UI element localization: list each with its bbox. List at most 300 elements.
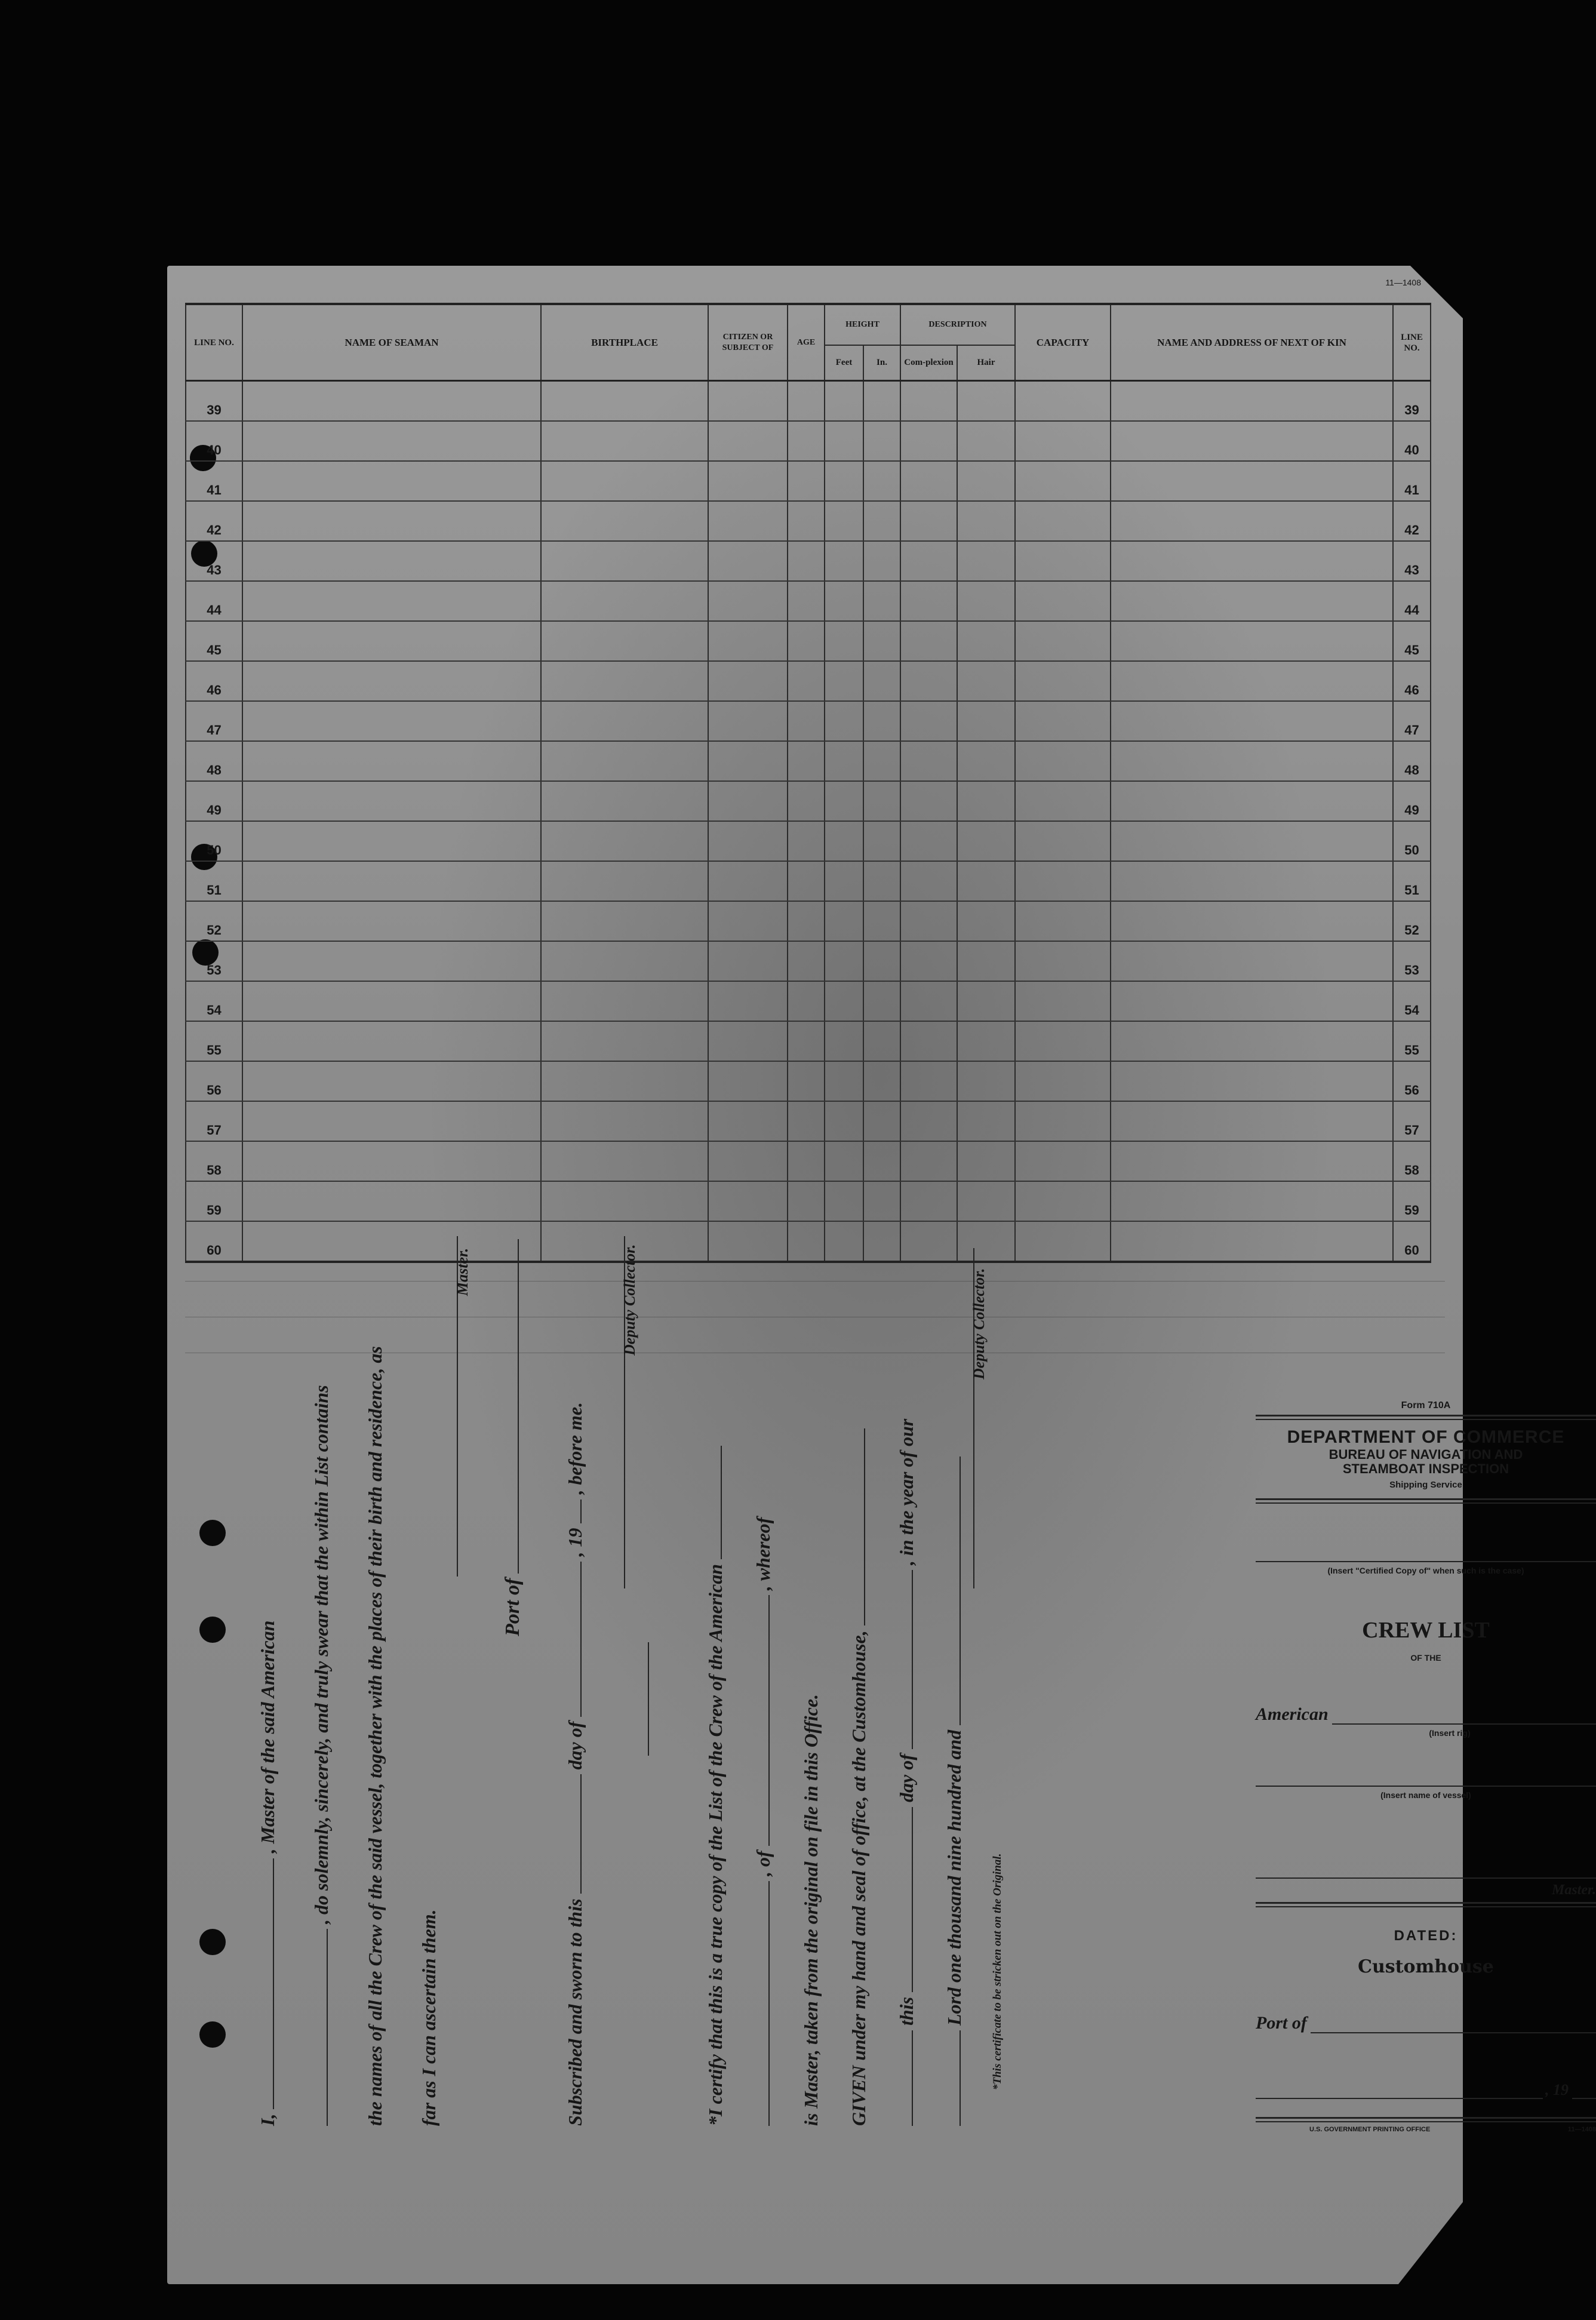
citizen-cell — [708, 861, 788, 901]
next-of-kin-cell — [1111, 621, 1393, 661]
line-number-left: 57 — [186, 1101, 242, 1141]
inches-cell — [863, 901, 900, 941]
hair-cell — [957, 981, 1015, 1021]
feet-cell — [825, 901, 863, 941]
table-row — [186, 541, 1431, 581]
table-row — [186, 901, 1431, 941]
certify-line-1: *I certify that this is a true copy of the List of the Crew of the American — [705, 1446, 727, 2126]
header-inches: In. — [863, 345, 900, 381]
line-number-right: 44 — [1393, 581, 1431, 621]
table-row — [186, 621, 1431, 661]
line-number-right: 53 — [1393, 941, 1431, 981]
age-cell — [788, 461, 825, 501]
capacity-cell — [1015, 1101, 1111, 1141]
complexion-cell — [900, 901, 957, 941]
hair-cell — [957, 541, 1015, 581]
feet-cell — [825, 621, 863, 661]
age-cell — [788, 781, 825, 821]
age-cell — [788, 621, 825, 661]
next-of-kin-cell — [1111, 381, 1393, 422]
oath-line-1b: , Master of the said American — [257, 1620, 278, 1854]
name-of-seaman-cell — [242, 661, 541, 701]
birthplace-cell — [541, 661, 708, 701]
hair-cell — [957, 461, 1015, 501]
next-of-kin-cell — [1111, 541, 1393, 581]
header-feet: Feet — [825, 345, 863, 381]
cover-master-label: Master. — [1551, 1882, 1596, 1898]
citizen-cell — [708, 781, 788, 821]
age-cell — [788, 661, 825, 701]
birthplace-cell — [541, 541, 708, 581]
next-of-kin-cell — [1111, 821, 1393, 861]
oath-line-1: I, — [257, 2113, 278, 2126]
certify-line-3: is Master, taken from the original on file in this Office. — [800, 1694, 822, 2126]
line-number-left: 46 — [186, 661, 242, 701]
line-number-left: 56 — [186, 1061, 242, 1101]
citizen-cell — [708, 901, 788, 941]
feet-cell — [825, 941, 863, 981]
citizen-cell — [708, 981, 788, 1021]
age-cell — [788, 1021, 825, 1061]
nineteen-label: , 19 — [564, 1528, 586, 1557]
table-row — [186, 821, 1431, 861]
citizen-cell — [708, 381, 788, 422]
feet-cell — [825, 1061, 863, 1101]
next-of-kin-cell — [1111, 701, 1393, 741]
line-number-left: 48 — [186, 741, 242, 781]
age-cell — [788, 541, 825, 581]
birthplace-cell — [541, 501, 708, 541]
hair-cell — [957, 741, 1015, 781]
oath-line-4: far as I can ascertain them. — [418, 1909, 439, 2126]
capacity-cell — [1015, 821, 1111, 861]
next-of-kin-cell — [1111, 901, 1393, 941]
name-of-seaman-cell — [242, 581, 541, 621]
complexion-cell — [900, 661, 957, 701]
header-birthplace: BIRTHPLACE — [541, 304, 708, 381]
american-label: American — [1256, 1704, 1329, 1724]
name-of-seaman-cell — [242, 701, 541, 741]
line-number-right: 52 — [1393, 901, 1431, 941]
cover-nineteen-label: , 19 — [1545, 2081, 1569, 2098]
line-number-right: 40 — [1393, 421, 1431, 461]
hair-cell — [957, 1061, 1015, 1101]
feet-cell — [825, 381, 863, 422]
name-of-seaman-cell — [242, 621, 541, 661]
feet-cell — [825, 981, 863, 1021]
deputy-collector-label-2: Deputy Collector. — [970, 1268, 988, 1379]
name-of-seaman-cell — [242, 421, 541, 461]
name-of-seaman-cell — [242, 501, 541, 541]
birthplace-cell — [541, 821, 708, 861]
department-heading: DEPARTMENT OF COMMERCE — [1287, 1427, 1565, 1447]
citizen-cell — [708, 541, 788, 581]
birthplace-cell — [541, 581, 708, 621]
birthplace-cell — [541, 741, 708, 781]
bureau-heading: BUREAU OF NAVIGATION AND STEAMBOAT INSPECTION — [1329, 1447, 1523, 1476]
feet-cell — [825, 421, 863, 461]
age-cell — [788, 501, 825, 541]
table-row — [186, 1061, 1431, 1101]
age-cell — [788, 741, 825, 781]
complexion-cell — [900, 821, 957, 861]
table-row — [186, 381, 1431, 422]
folded-corner-bottom — [1398, 2201, 1464, 2284]
birthplace-cell — [541, 461, 708, 501]
line-number-left: 42 — [186, 501, 242, 541]
complexion-cell — [900, 941, 957, 981]
line-number-left: 45 — [186, 621, 242, 661]
capacity-cell — [1015, 581, 1111, 621]
line-number-right: 43 — [1393, 541, 1431, 581]
complexion-cell — [900, 621, 957, 661]
feet-cell — [825, 661, 863, 701]
line-number-left: 53 — [186, 941, 242, 981]
next-of-kin-cell — [1111, 941, 1393, 981]
line-number-right: 47 — [1393, 701, 1431, 741]
capacity-cell — [1015, 621, 1111, 661]
line-number-right: 46 — [1393, 661, 1431, 701]
next-of-kin-cell — [1111, 1141, 1393, 1181]
age-cell — [788, 581, 825, 621]
line-number-right: 42 — [1393, 501, 1431, 541]
citizen-cell — [708, 461, 788, 501]
line-number-right: 41 — [1393, 461, 1431, 501]
form-number: Form 710A — [1401, 1400, 1451, 1411]
binder-hole — [199, 1929, 226, 1955]
inches-cell — [863, 941, 900, 981]
inches-cell — [863, 1061, 900, 1101]
hair-cell — [957, 941, 1015, 981]
age-cell — [788, 821, 825, 861]
next-of-kin-cell — [1111, 501, 1393, 541]
line-number-left: 44 — [186, 581, 242, 621]
form-number-top: 11—1408 — [1385, 278, 1421, 287]
capacity-cell — [1015, 1061, 1111, 1101]
line-number-right: 49 — [1393, 781, 1431, 821]
line-number-right: 51 — [1393, 861, 1431, 901]
next-of-kin-cell — [1111, 421, 1393, 461]
capacity-cell — [1015, 941, 1111, 981]
feet-cell — [825, 501, 863, 541]
line-number-left: 55 — [186, 1021, 242, 1061]
birthplace-cell — [541, 781, 708, 821]
inches-cell — [863, 541, 900, 581]
header-age: AGE — [788, 304, 825, 381]
name-of-seaman-cell — [242, 901, 541, 941]
line-number-right: 45 — [1393, 621, 1431, 661]
crew-list-sheet — [167, 266, 1596, 2284]
table-row — [186, 1021, 1431, 1061]
capacity-cell — [1015, 981, 1111, 1021]
inches-cell — [863, 701, 900, 741]
age-cell — [788, 381, 825, 422]
capacity-cell — [1015, 461, 1111, 501]
capacity-cell — [1015, 701, 1111, 741]
line-number-right: 58 — [1393, 1141, 1431, 1181]
next-of-kin-cell — [1111, 1221, 1393, 1262]
complexion-cell — [900, 781, 957, 821]
capacity-cell — [1015, 381, 1111, 422]
line-number-left: 50 — [186, 821, 242, 861]
complexion-cell — [900, 1021, 957, 1061]
given-line-2b: day of — [896, 1754, 917, 1802]
complexion-cell — [900, 741, 957, 781]
age-cell — [788, 701, 825, 741]
citizen-cell — [708, 501, 788, 541]
line-number-right: 59 — [1393, 1181, 1431, 1221]
day-of-label: day of — [564, 1721, 586, 1770]
birthplace-cell — [541, 981, 708, 1021]
oath-line-3: the names of all the Crew of the said vessel, together with the places of their birth and residence, as — [364, 1346, 386, 2126]
name-of-seaman-cell — [242, 981, 541, 1021]
citizen-cell — [708, 941, 788, 981]
complexion-cell — [900, 381, 957, 422]
port-of-label: Port of — [502, 1578, 524, 1636]
line-number-left: 60 — [186, 1221, 242, 1262]
age-cell — [788, 421, 825, 461]
line-number-right: 39 — [1393, 381, 1431, 422]
feet-cell — [825, 461, 863, 501]
header-height: HEIGHT — [825, 304, 900, 345]
inches-cell — [863, 981, 900, 1021]
insert-certified-copy: (Insert "Certified Copy of" when such is the case) — [1327, 1566, 1524, 1575]
line-number-right: 60 — [1393, 1221, 1431, 1262]
age-cell — [788, 941, 825, 981]
hair-cell — [957, 781, 1015, 821]
given-line-2: this — [896, 1996, 917, 2026]
capacity-cell — [1015, 661, 1111, 701]
service-heading: Shipping Service — [1389, 1480, 1462, 1490]
name-of-seaman-cell — [242, 861, 541, 901]
insert-rig: (Insert rig) — [1429, 1728, 1471, 1738]
line-number-right: 50 — [1393, 821, 1431, 861]
header-line-no-right: LINE NO. — [1393, 304, 1431, 381]
birthplace-cell — [541, 861, 708, 901]
table-row — [186, 461, 1431, 501]
hair-cell — [957, 701, 1015, 741]
line-number-left: 59 — [186, 1181, 242, 1221]
inches-cell — [863, 461, 900, 501]
hair-cell — [957, 821, 1015, 861]
next-of-kin-cell — [1111, 1101, 1393, 1141]
capacity-cell — [1015, 1141, 1111, 1181]
of-the-label: OF THE — [1410, 1653, 1441, 1663]
next-of-kin-cell — [1111, 741, 1393, 781]
inches-cell — [863, 621, 900, 661]
complexion-cell — [900, 461, 957, 501]
table-row — [186, 981, 1431, 1021]
next-of-kin-cell — [1111, 581, 1393, 621]
subscribed-label: Subscribed and sworn to this — [564, 1898, 586, 2126]
name-of-seaman-cell — [242, 941, 541, 981]
capacity-cell — [1015, 1221, 1111, 1262]
hair-cell — [957, 621, 1015, 661]
citizen-cell — [708, 821, 788, 861]
line-number-right: 54 — [1393, 981, 1431, 1021]
binder-hole — [199, 2021, 226, 2048]
name-of-seaman-cell — [242, 821, 541, 861]
certify-line-2: , of — [752, 1851, 774, 1876]
citizen-cell — [708, 581, 788, 621]
inches-cell — [863, 741, 900, 781]
cover-port-of-label: Port of — [1256, 2013, 1307, 2033]
inches-cell — [863, 501, 900, 541]
line-number-right: 55 — [1393, 1021, 1431, 1061]
table-row — [186, 701, 1431, 741]
citizen-cell — [708, 621, 788, 661]
table-row — [186, 741, 1431, 781]
certificate-block — [227, 1117, 1009, 2126]
line-number-left: 41 — [186, 461, 242, 501]
citizen-cell — [708, 661, 788, 701]
line-number-left: 40 — [186, 421, 242, 461]
capacity-cell — [1015, 901, 1111, 941]
line-number-left: 39 — [186, 381, 242, 422]
next-of-kin-cell — [1111, 461, 1393, 501]
feet-cell — [825, 781, 863, 821]
citizen-cell — [708, 741, 788, 781]
footnote: *This certificate to be stricken out on the Original. — [991, 1853, 1004, 2090]
oath-line-2: , do solemnly, sincerely, and truly swear that the within List contains — [310, 1385, 332, 1924]
binder-hole — [199, 1520, 226, 1546]
table-row — [186, 581, 1431, 621]
capacity-cell — [1015, 861, 1111, 901]
before-me-label: , before me. — [564, 1402, 586, 1495]
hair-cell — [957, 661, 1015, 701]
gpo-imprint: U.S. GOVERNMENT PRINTING OFFICE — [1309, 2126, 1431, 2133]
line-number-left: 54 — [186, 981, 242, 1021]
table-row — [186, 501, 1431, 541]
next-of-kin-cell — [1111, 861, 1393, 901]
feet-cell — [825, 1021, 863, 1061]
inches-cell — [863, 821, 900, 861]
inches-cell — [863, 581, 900, 621]
header-citizen: CITIZEN OR SUBJECT OF — [708, 304, 788, 381]
line-number-left: 43 — [186, 541, 242, 581]
feet-cell — [825, 861, 863, 901]
citizen-cell — [708, 1021, 788, 1061]
capacity-cell — [1015, 421, 1111, 461]
name-of-seaman-cell — [242, 781, 541, 821]
table-row — [186, 661, 1431, 701]
line-number-left: 51 — [186, 861, 242, 901]
header-next-of-kin: NAME AND ADDRESS OF NEXT OF KIN — [1111, 304, 1393, 381]
line-number-right: 48 — [1393, 741, 1431, 781]
next-of-kin-cell — [1111, 661, 1393, 701]
inches-cell — [863, 381, 900, 422]
birthplace-cell — [541, 621, 708, 661]
feet-cell — [825, 541, 863, 581]
insert-vessel-name: (Insert name of vessel) — [1380, 1790, 1471, 1800]
birthplace-cell — [541, 421, 708, 461]
name-of-seaman-cell — [242, 741, 541, 781]
next-of-kin-cell — [1111, 1181, 1393, 1221]
next-of-kin-cell — [1111, 781, 1393, 821]
feet-cell — [825, 581, 863, 621]
capacity-cell — [1015, 741, 1111, 781]
header-description: DESCRIPTION — [900, 304, 1015, 345]
header-hair: Hair — [957, 345, 1015, 381]
header-complexion: Com-plexion — [900, 345, 957, 381]
next-of-kin-cell — [1111, 1061, 1393, 1101]
next-of-kin-cell — [1111, 1021, 1393, 1061]
line-number-right: 56 — [1393, 1061, 1431, 1101]
capacity-cell — [1015, 781, 1111, 821]
complexion-cell — [900, 421, 957, 461]
hair-cell — [957, 381, 1015, 422]
age-cell — [788, 1061, 825, 1101]
complexion-cell — [900, 541, 957, 581]
given-line-2c: , in the year of our — [896, 1418, 917, 1566]
table-row — [186, 861, 1431, 901]
citizen-cell — [708, 421, 788, 461]
hair-cell — [957, 901, 1015, 941]
cover-form-code: 11—1408 — [1567, 2126, 1596, 2133]
feet-cell — [825, 741, 863, 781]
hair-cell — [957, 1021, 1015, 1061]
line-number-left: 58 — [186, 1141, 242, 1181]
birthplace-cell — [541, 381, 708, 422]
table-row — [186, 781, 1431, 821]
feet-cell — [825, 821, 863, 861]
header-name-of-seaman: NAME OF SEAMAN — [242, 304, 541, 381]
complexion-cell — [900, 981, 957, 1021]
birthplace-cell — [541, 1061, 708, 1101]
birthplace-cell — [541, 1021, 708, 1061]
age-cell — [788, 901, 825, 941]
inches-cell — [863, 1021, 900, 1061]
line-number-left: 47 — [186, 701, 242, 741]
dated-label: DATED: — [1394, 1928, 1458, 1944]
name-of-seaman-cell — [242, 461, 541, 501]
feet-cell — [825, 701, 863, 741]
complexion-cell — [900, 581, 957, 621]
citizen-cell — [708, 1061, 788, 1101]
deputy-collector-label: Deputy Collector. — [621, 1244, 638, 1356]
line-number-left: 52 — [186, 901, 242, 941]
inches-cell — [863, 661, 900, 701]
given-line-1: GIVEN under my hand and seal of office, at the Customhouse, — [848, 1630, 869, 2126]
capacity-cell — [1015, 501, 1111, 541]
birthplace-cell — [541, 701, 708, 741]
inches-cell — [863, 861, 900, 901]
inches-cell — [863, 421, 900, 461]
table-row — [186, 941, 1431, 981]
capacity-cell — [1015, 541, 1111, 581]
binder-hole — [199, 1617, 226, 1643]
complexion-cell — [900, 701, 957, 741]
birthplace-cell — [541, 901, 708, 941]
cover-panel — [1256, 1400, 1596, 2133]
customhouse-label: Customhouse — [1358, 1956, 1494, 1977]
line-number-left: 49 — [186, 781, 242, 821]
name-of-seaman-cell — [242, 541, 541, 581]
header-line-no: LINE NO. — [186, 304, 242, 381]
hair-cell — [957, 421, 1015, 461]
given-line-3: Lord one thousand nine hundred and — [943, 1729, 965, 2026]
birthplace-cell — [541, 941, 708, 981]
inches-cell — [863, 781, 900, 821]
line-number-right: 57 — [1393, 1101, 1431, 1141]
citizen-cell — [708, 701, 788, 741]
master-signature-label: Master. — [454, 1247, 471, 1296]
hair-cell — [957, 501, 1015, 541]
table-row — [186, 421, 1431, 461]
capacity-cell — [1015, 1021, 1111, 1061]
complexion-cell — [900, 501, 957, 541]
certify-line-2b: , whereof — [752, 1517, 774, 1591]
